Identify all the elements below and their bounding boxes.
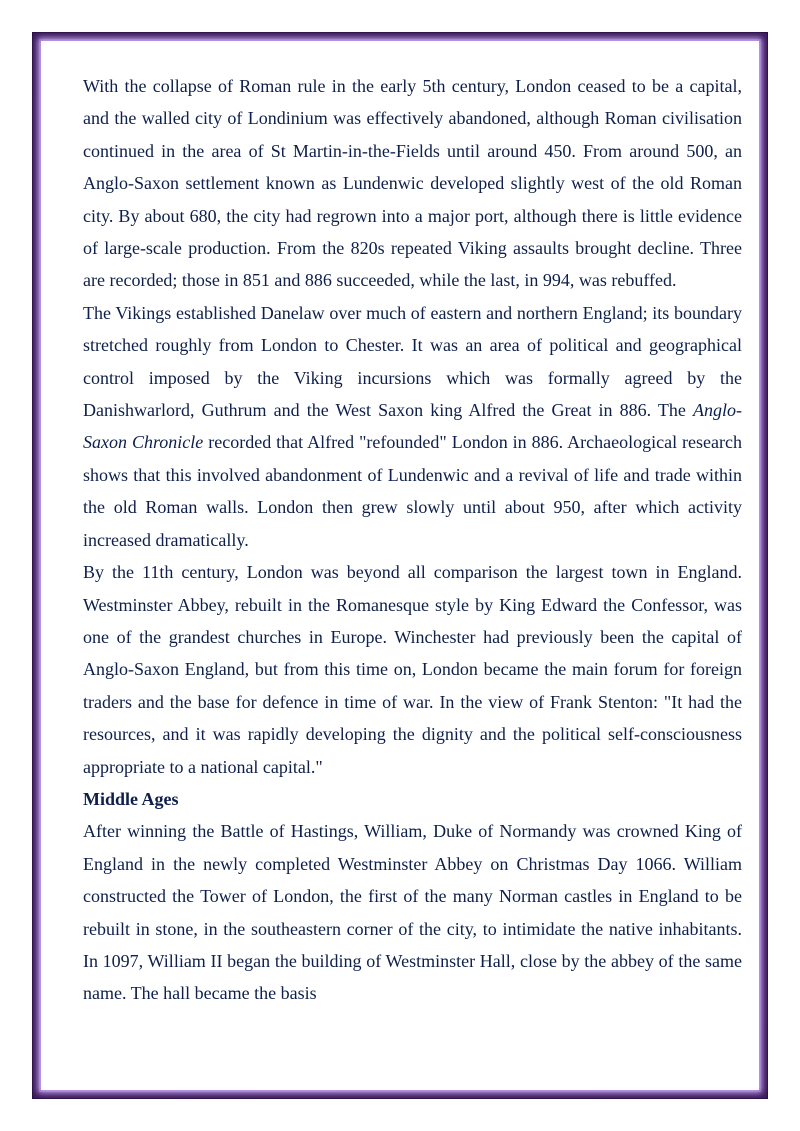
paragraph-middle-ages: After winning the Battle of Hastings, William, Duke of Normandy was crowned King of England in the newly completed Westminster Abbey on Christmas Day 1066. William constructed the Tower of London, the first of the many Norman castles in England to be rebuilt in stone, in the southeastern corner of the city, to intimidate the native inhabitants. In 1097, William II began the building of Westminster Hall, close by the abbey of the same name. The hall became the basis (83, 821, 742, 1004)
document-body (83, 70, 742, 1010)
section-heading-middle-ages: Middle Ages (83, 788, 179, 809)
paragraph-vikings (83, 297, 742, 556)
paragraph-vikings-text-before: The Vikings established Danelaw over much of eastern and northern England; its boundary stretched roughly from London to Chester. It was an area of political and geographical control imposed by the Viking incursions which was formally agreed by the Danishwarlord, Guthrum and the West Saxon king Alfred the Great in 886. The (83, 302, 742, 421)
chronicle-title: Anglo-Saxon Chronicle (83, 400, 742, 453)
paragraph-11th-century: By the 11th century, London was beyond all comparison the largest town in England. Westminster Abbey, rebuilt in the Romanesque style by King Edward the Confessor, was one of the grandest churches in Europe. Winchester had previously been the capital of Anglo-Saxon England, but from this time on, London became the main forum for foreign traders and the base for defence in time of war. In the view of Frank Stenton: "It had the resources, and it was rapidly developing the dignity and the political self-consciousness appropriate to a national capital." (83, 562, 742, 777)
paragraph-roman-collapse: With the collapse of Roman rule in the early 5th century, London ceased to be a capital, and the walled city of Londinium was effectively abandoned, although Roman civilisation continued in the area of St Martin-in-the-Fields until around 450. From around 500, an Anglo-Saxon settlement known as Lundenwic developed slightly west of the old Roman city. By about 680, the city had regrown into a major port, although there is little evidence of large-scale production. From the 820s repeated Viking assaults brought decline. Three are recorded; those in 851 and 886 succeeded, while the last, in 994, was rebuffed. (83, 76, 742, 291)
paragraph-vikings-text-after: recorded that Alfred "refounded" London in 886. Archaeological research shows that this involved abandonment of Lundenwic and a revival of life and trade within the old Roman walls. London then grew slowly until about 950, after which activity increased dramatically. (83, 432, 742, 550)
